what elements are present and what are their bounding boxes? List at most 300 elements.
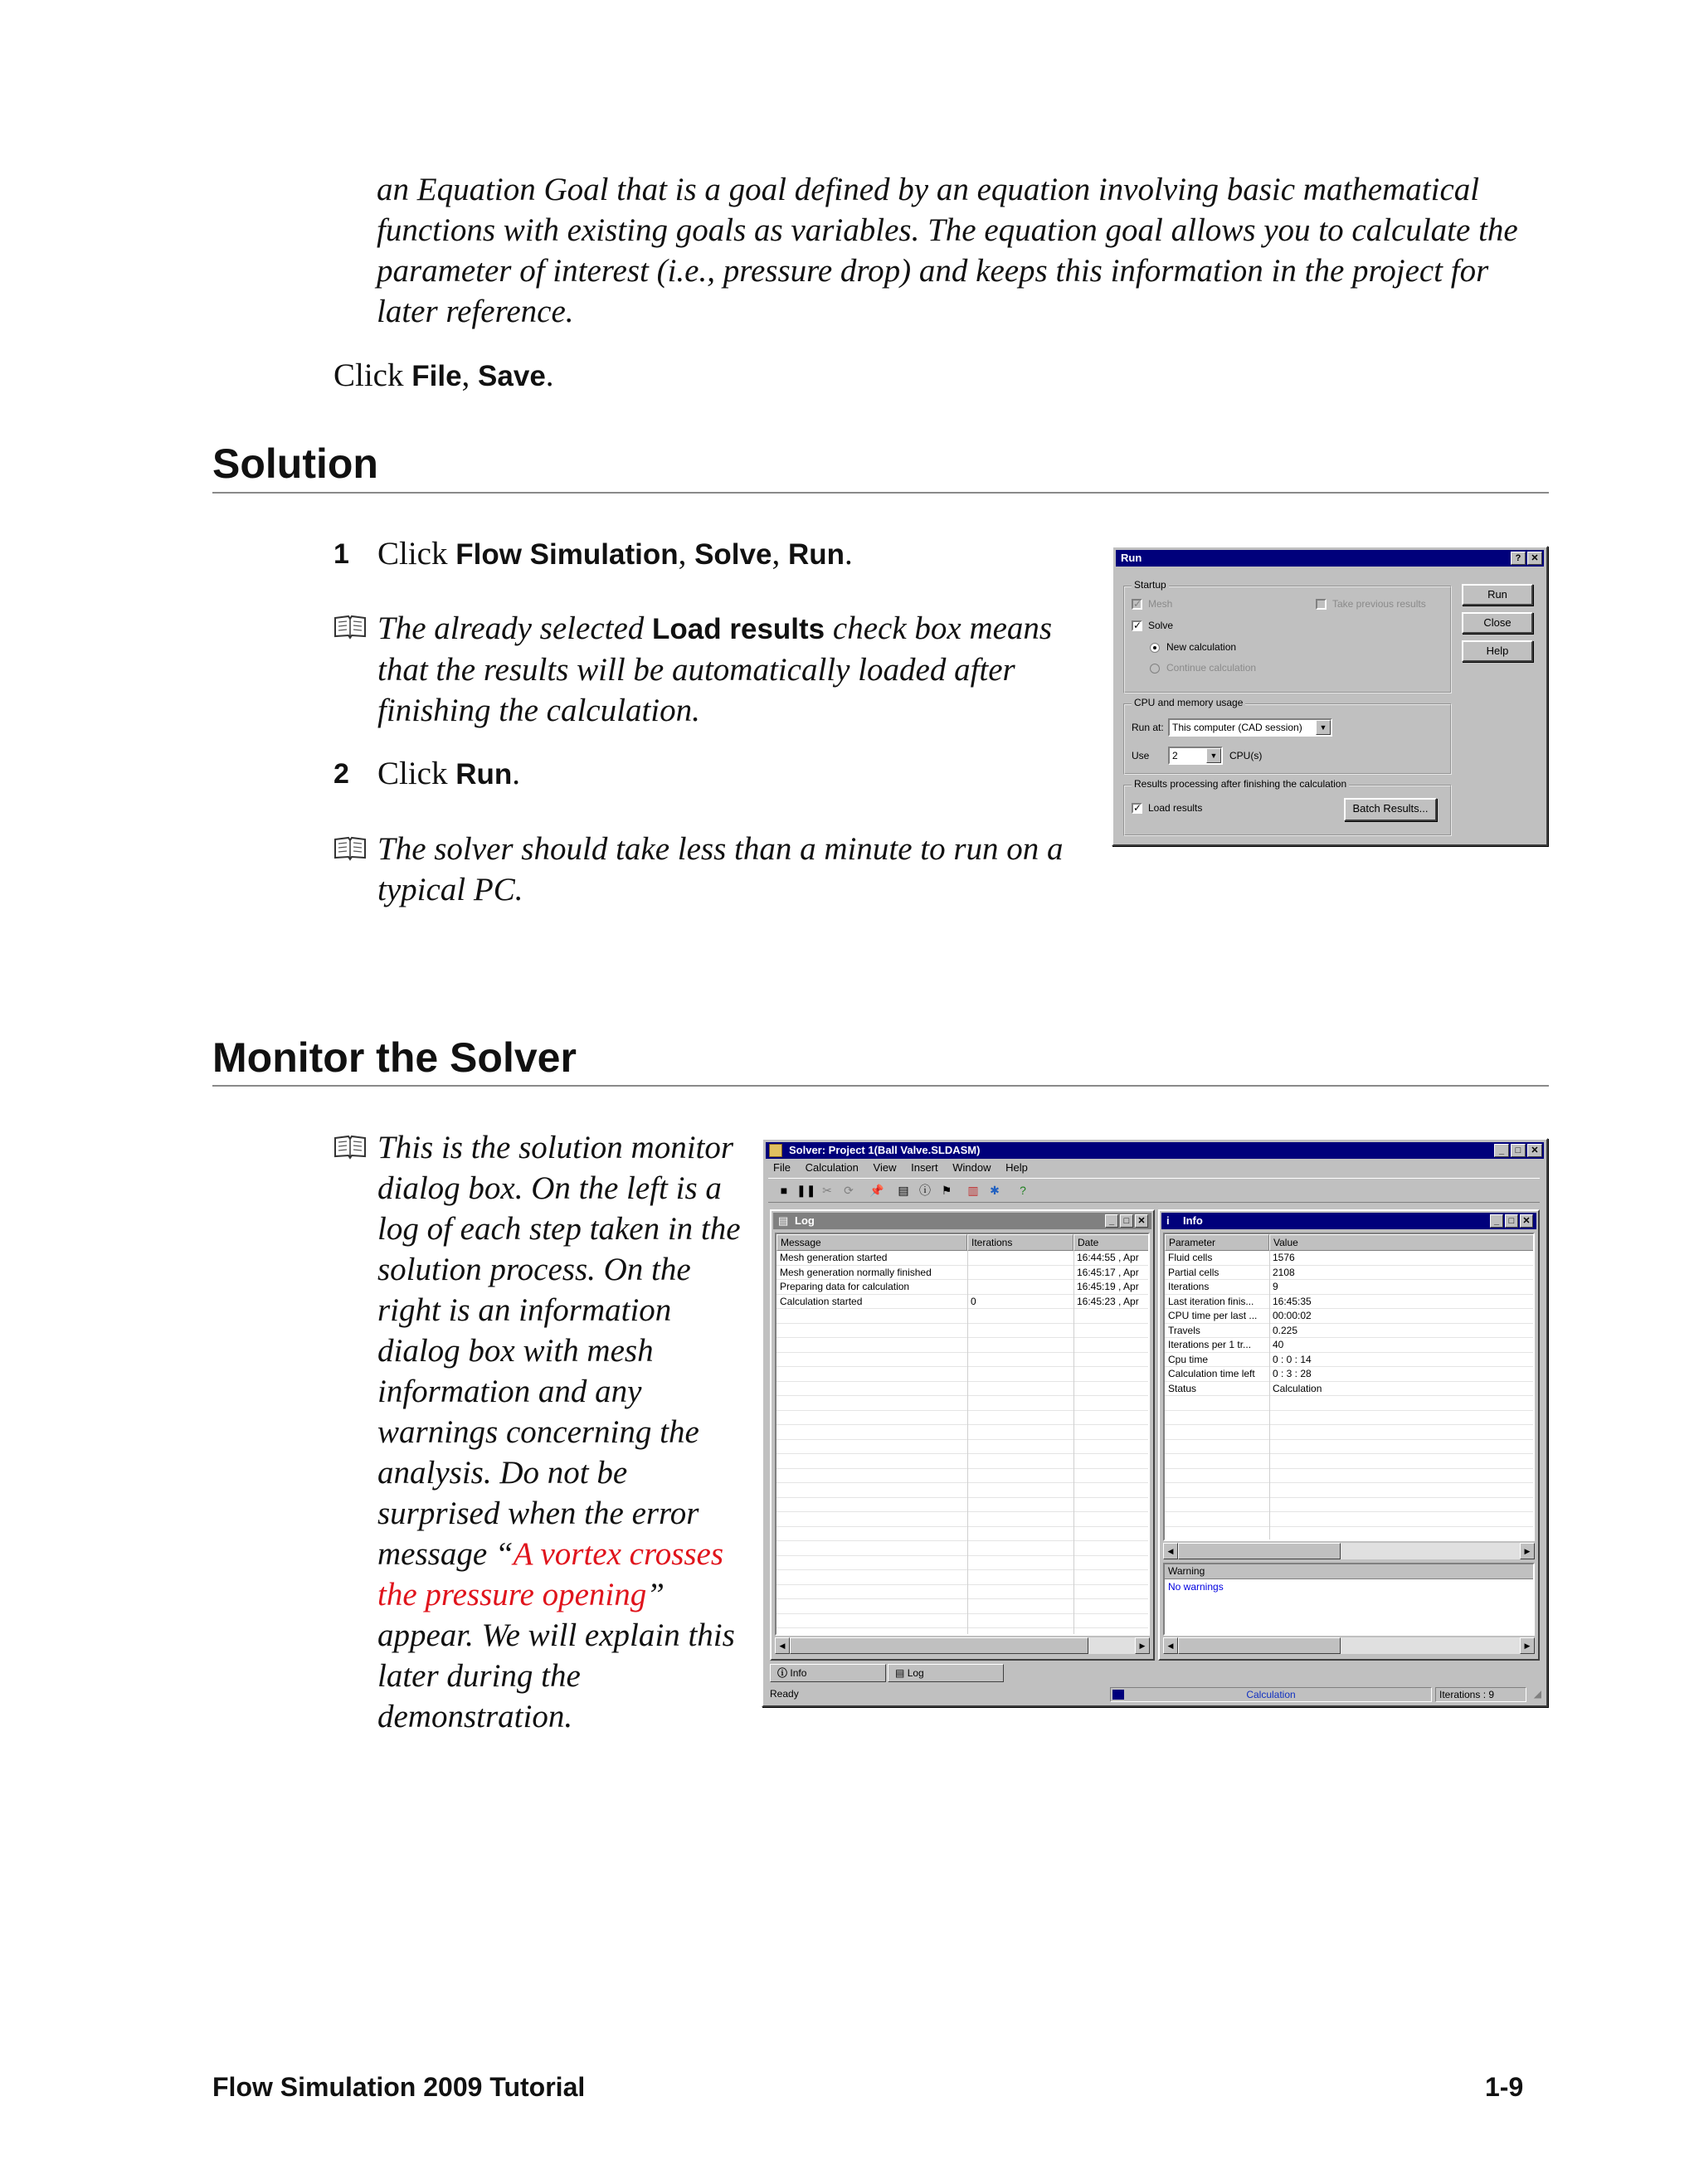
log-cell-date bbox=[1073, 1599, 1150, 1613]
log-row bbox=[776, 1353, 1148, 1368]
info-table bbox=[1163, 1233, 1535, 1541]
menu-bar bbox=[773, 1161, 1039, 1174]
menu-window[interactable]: Window bbox=[952, 1161, 991, 1174]
menu-file: File bbox=[411, 360, 462, 392]
info-cell-value bbox=[1269, 1483, 1535, 1497]
log-cell-date: 16:45:19 , Apr bbox=[1077, 1281, 1139, 1292]
info-cell-parameter bbox=[1165, 1512, 1269, 1526]
close-icon[interactable]: ✕ bbox=[1135, 1214, 1148, 1228]
warning-text: No warnings bbox=[1168, 1581, 1224, 1593]
log-cell-date bbox=[1073, 1556, 1150, 1570]
maximize-icon[interactable]: □ bbox=[1511, 1144, 1526, 1157]
step-2-number: 2 bbox=[333, 758, 349, 790]
log-cell-iterations bbox=[967, 1541, 1073, 1555]
cpus-label: CPU(s) bbox=[1229, 750, 1263, 761]
minimize-icon[interactable]: _ bbox=[1490, 1214, 1503, 1228]
info-cell-value: 00:00:02 bbox=[1273, 1310, 1312, 1321]
minimize-icon[interactable]: _ bbox=[1105, 1214, 1118, 1228]
log-row[interactable] bbox=[776, 1280, 1148, 1295]
run-dialog-title: Run bbox=[1121, 552, 1142, 564]
log-cell-date bbox=[1073, 1425, 1150, 1439]
column-header-value[interactable]: Value bbox=[1269, 1234, 1535, 1251]
continue-calculation-label: Continue calculation bbox=[1166, 662, 1257, 674]
info-cell-value bbox=[1269, 1425, 1535, 1439]
note-solver-time: The solver should take less than a minute to run on a typical PC. bbox=[377, 831, 1064, 907]
help-button[interactable]: Help bbox=[1462, 640, 1533, 662]
log-cell-iterations bbox=[967, 1425, 1073, 1439]
goals-flag-icon[interactable]: ⚑ bbox=[941, 1184, 952, 1197]
plot-icon[interactable]: ▥ bbox=[967, 1184, 979, 1197]
info-row bbox=[1165, 1483, 1533, 1498]
log-cell-iterations bbox=[967, 1469, 1073, 1483]
book-icon bbox=[333, 611, 367, 644]
info-icon[interactable]: ⓘ bbox=[919, 1184, 931, 1197]
log-cell-message bbox=[776, 1498, 967, 1512]
log-row bbox=[776, 1527, 1148, 1542]
log-cell-message bbox=[776, 1440, 967, 1454]
log-cell-date bbox=[1073, 1483, 1150, 1497]
info-cell-parameter: Calculation time left bbox=[1168, 1368, 1255, 1379]
log-cell-date bbox=[1073, 1396, 1150, 1410]
info-row[interactable] bbox=[1165, 1280, 1533, 1295]
info-cell-value bbox=[1269, 1411, 1535, 1425]
warning-horizontal-scrollbar[interactable] bbox=[1163, 1637, 1535, 1654]
preview-icon[interactable]: ✱ bbox=[990, 1184, 1000, 1197]
use-label: Use bbox=[1132, 750, 1150, 761]
log-cell-date bbox=[1073, 1570, 1150, 1584]
load-results-bold: Load results bbox=[652, 613, 825, 645]
log-row bbox=[776, 1367, 1148, 1382]
log-cell-message bbox=[776, 1338, 967, 1352]
log-cell-date: 16:44:55 , Apr bbox=[1077, 1252, 1139, 1263]
log-cell-date bbox=[1073, 1353, 1150, 1367]
info-row bbox=[1165, 1411, 1533, 1426]
monitor-note bbox=[377, 1127, 751, 1737]
monitor-heading: Monitor the Solver bbox=[212, 1034, 577, 1081]
info-panel-title: Info bbox=[1183, 1214, 1203, 1227]
menu-solve: Solve bbox=[694, 538, 772, 571]
info-row[interactable] bbox=[1165, 1295, 1533, 1310]
step-1-number: 1 bbox=[333, 538, 349, 570]
info-cell-value: 2108 bbox=[1273, 1266, 1295, 1278]
log-cell-date bbox=[1073, 1541, 1150, 1555]
warning-list bbox=[1163, 1563, 1535, 1636]
info-row bbox=[1165, 1454, 1533, 1469]
info-cell-parameter bbox=[1165, 1483, 1269, 1497]
info-cell-value: 1576 bbox=[1273, 1252, 1295, 1263]
log-cell-date bbox=[1073, 1367, 1150, 1381]
monitor-note-part2: ” appear. We will explain this later during the demonstration. bbox=[377, 1577, 735, 1734]
log-row[interactable] bbox=[776, 1295, 1148, 1310]
info-cell-parameter bbox=[1165, 1454, 1269, 1468]
cpu-count-select[interactable] bbox=[1168, 747, 1223, 765]
load-results-checkbox[interactable]: ✓ bbox=[1133, 802, 1142, 814]
log-cell-date bbox=[1073, 1324, 1150, 1338]
scroll-right-icon[interactable]: ▶ bbox=[1520, 1543, 1535, 1559]
log-cell-message: Calculation started bbox=[780, 1295, 863, 1307]
step-2-text: Click Run. bbox=[377, 756, 521, 791]
info-row[interactable] bbox=[1165, 1309, 1533, 1324]
startup-group bbox=[1123, 579, 1452, 693]
menu-save: Save bbox=[478, 360, 546, 392]
info-cell-parameter: Travels bbox=[1168, 1324, 1200, 1336]
log-cell-message bbox=[776, 1614, 967, 1628]
cpu-memory-group bbox=[1123, 697, 1452, 775]
status-iterations-box bbox=[1435, 1687, 1526, 1702]
column-divider bbox=[967, 1251, 968, 1634]
menu-help[interactable]: Help bbox=[1005, 1161, 1028, 1174]
vortex-error-message: A vortex crosses the pressure opening bbox=[377, 1536, 724, 1612]
mesh-checkbox[interactable]: ✓ bbox=[1133, 598, 1142, 610]
log-cell-iterations bbox=[967, 1309, 1073, 1323]
click-word: Click bbox=[377, 756, 448, 791]
log-cell-date bbox=[1073, 1614, 1150, 1628]
log-cell-iterations bbox=[967, 1527, 1073, 1541]
log-row bbox=[776, 1382, 1148, 1397]
close-button[interactable]: Close bbox=[1462, 612, 1533, 634]
solver-titlebar bbox=[766, 1142, 1544, 1159]
log-cell-date: 16:45:23 , Apr bbox=[1077, 1295, 1139, 1307]
log-cell-message bbox=[776, 1483, 967, 1497]
info-icon: ⓘ bbox=[777, 1667, 788, 1679]
results-group-label: Results processing after finishing the calculation bbox=[1132, 778, 1349, 790]
info-cell-parameter bbox=[1165, 1411, 1269, 1425]
info-row bbox=[1165, 1425, 1533, 1440]
note1-part1: The already selected bbox=[377, 610, 645, 646]
log-row bbox=[776, 1440, 1148, 1455]
chevron-down-icon[interactable]: ▼ bbox=[1316, 720, 1331, 735]
book-icon bbox=[333, 833, 367, 866]
note1-part2: check box means that the results will be automatically loaded after finishing the calculation. bbox=[377, 610, 1053, 728]
menu-file[interactable]: File bbox=[773, 1161, 791, 1174]
log-cell-message bbox=[776, 1353, 967, 1367]
log-cell-date bbox=[1073, 1527, 1150, 1541]
log-panel-title: Log bbox=[795, 1214, 815, 1227]
log-cell-iterations bbox=[967, 1353, 1073, 1367]
solver-window bbox=[762, 1138, 1548, 1707]
info-row[interactable] bbox=[1165, 1353, 1533, 1368]
log-cell-iterations bbox=[967, 1599, 1073, 1613]
period: . bbox=[545, 358, 554, 393]
info-row bbox=[1165, 1469, 1533, 1484]
column-header-date[interactable]: Date bbox=[1073, 1234, 1150, 1251]
info-cell-parameter bbox=[1165, 1469, 1269, 1483]
log-icon: ▤ bbox=[895, 1667, 905, 1679]
log-row bbox=[776, 1585, 1148, 1600]
log-row bbox=[776, 1338, 1148, 1353]
log-cell-iterations bbox=[967, 1585, 1073, 1599]
take-previous-label: Take previous results bbox=[1332, 598, 1426, 610]
info-row bbox=[1165, 1512, 1533, 1527]
run-at-select[interactable] bbox=[1168, 718, 1332, 737]
load-results-label: Load results bbox=[1148, 802, 1203, 814]
log-row[interactable] bbox=[776, 1266, 1148, 1281]
log-panel bbox=[770, 1209, 1155, 1661]
log-cell-message bbox=[776, 1382, 967, 1396]
menu-insert[interactable]: Insert bbox=[911, 1161, 938, 1174]
log-row[interactable] bbox=[776, 1251, 1148, 1266]
run-button[interactable]: Run bbox=[1462, 584, 1533, 606]
log-cell-iterations bbox=[967, 1396, 1073, 1410]
mesh-label: Mesh bbox=[1148, 598, 1173, 610]
log-row bbox=[776, 1454, 1148, 1469]
status-iterations: Iterations : 9 bbox=[1439, 1689, 1495, 1700]
info-cell-parameter: Iterations per 1 tr... bbox=[1168, 1339, 1252, 1350]
info-cell-value: 16:45:35 bbox=[1273, 1295, 1312, 1307]
info-cell-parameter bbox=[1165, 1440, 1269, 1454]
info-cell-value: 0.225 bbox=[1273, 1324, 1298, 1336]
log-cell-date bbox=[1073, 1440, 1150, 1454]
results-processing-group bbox=[1123, 778, 1452, 836]
info-cell-parameter: Fluid cells bbox=[1168, 1252, 1213, 1263]
startup-label: Startup bbox=[1132, 579, 1169, 591]
info-cell-parameter: Status bbox=[1168, 1382, 1197, 1394]
log-row bbox=[776, 1614, 1148, 1629]
button-run-ref: Run bbox=[455, 758, 513, 790]
menu-flow-simulation: Flow Simulation bbox=[455, 538, 679, 571]
info-row bbox=[1165, 1527, 1533, 1542]
info-cell-value: 0 : 3 : 28 bbox=[1273, 1368, 1312, 1379]
scroll-thumb[interactable] bbox=[1178, 1637, 1341, 1654]
info-cell-value: 9 bbox=[1273, 1281, 1278, 1292]
minimize-icon[interactable]: _ bbox=[1494, 1144, 1509, 1157]
solve-checkbox[interactable]: ✓ bbox=[1133, 620, 1142, 631]
solve-label: Solve bbox=[1148, 620, 1174, 631]
log-horizontal-scrollbar[interactable] bbox=[775, 1637, 1150, 1654]
log-cell-message bbox=[776, 1599, 967, 1613]
log-icon[interactable]: ▤ bbox=[898, 1184, 909, 1197]
log-cell-date bbox=[1073, 1469, 1150, 1483]
tab-log[interactable] bbox=[888, 1664, 1004, 1682]
log-row bbox=[776, 1498, 1148, 1513]
log-row bbox=[776, 1541, 1148, 1556]
log-cell-iterations bbox=[967, 1556, 1073, 1570]
log-row bbox=[776, 1556, 1148, 1571]
scroll-thumb[interactable] bbox=[790, 1637, 1088, 1654]
batch-results-button[interactable]: Batch Results... bbox=[1344, 798, 1437, 821]
info-row[interactable] bbox=[1165, 1338, 1533, 1353]
log-row bbox=[776, 1512, 1148, 1527]
stop-icon[interactable]: ■ bbox=[780, 1184, 788, 1197]
log-cell-message bbox=[776, 1411, 967, 1425]
log-cell-iterations bbox=[967, 1382, 1073, 1396]
tab-info-label: Info bbox=[790, 1667, 807, 1679]
log-cell-iterations bbox=[967, 1367, 1073, 1381]
footer-title: Flow Simulation 2009 Tutorial bbox=[212, 2072, 586, 2102]
log-row bbox=[776, 1396, 1148, 1411]
info-cell-value bbox=[1269, 1498, 1535, 1512]
info-horizontal-scrollbar[interactable] bbox=[1163, 1543, 1535, 1559]
panel-tabs bbox=[770, 1664, 1541, 1684]
tab-info[interactable] bbox=[770, 1664, 886, 1682]
log-cell-message bbox=[776, 1324, 967, 1338]
info-row[interactable] bbox=[1165, 1367, 1533, 1382]
log-row bbox=[776, 1425, 1148, 1440]
log-cell-message bbox=[776, 1512, 967, 1526]
tab-log-label: Log bbox=[907, 1667, 924, 1679]
help-icon[interactable]: ? bbox=[1511, 552, 1526, 565]
scroll-left-icon[interactable]: ◀ bbox=[775, 1637, 790, 1654]
log-cell-message bbox=[776, 1541, 967, 1555]
info-cell-value bbox=[1269, 1454, 1535, 1468]
menu-calculation[interactable]: Calculation bbox=[805, 1161, 859, 1174]
continue-calculation-radio[interactable] bbox=[1150, 664, 1160, 674]
log-cell-message: Mesh generation normally finished bbox=[780, 1266, 932, 1278]
log-cell-message: Preparing data for calculation bbox=[780, 1281, 910, 1292]
status-calculation: Calculation bbox=[1246, 1689, 1296, 1700]
monitor-note-part1: This is the solution monitor dialog box. On the left is a log of each step taken in the solution process. On the right is an information dialog box with mesh information and any warnings concerning the analysis. Do not be surprised when the error message “ bbox=[377, 1130, 741, 1572]
run-at-label: Run at: bbox=[1132, 722, 1164, 733]
log-cell-message bbox=[776, 1309, 967, 1323]
solver-app-icon bbox=[769, 1144, 782, 1157]
info-cell-value bbox=[1269, 1440, 1535, 1454]
info-cell-parameter: CPU time per last ... bbox=[1168, 1310, 1258, 1321]
info-row[interactable] bbox=[1165, 1324, 1533, 1339]
log-row bbox=[776, 1324, 1148, 1339]
log-cell-message bbox=[776, 1396, 967, 1410]
column-divider bbox=[1269, 1251, 1270, 1540]
log-row bbox=[776, 1411, 1148, 1426]
run-at-value: This computer (CAD session) bbox=[1172, 722, 1302, 733]
pin-icon[interactable]: 📌 bbox=[869, 1184, 884, 1197]
log-cell-message bbox=[776, 1585, 967, 1599]
log-cell-iterations bbox=[967, 1454, 1073, 1468]
log-cell-iterations bbox=[967, 1498, 1073, 1512]
log-cell-iterations bbox=[967, 1411, 1073, 1425]
log-cell-iterations bbox=[967, 1440, 1073, 1454]
info-cell-value: 40 bbox=[1273, 1339, 1284, 1350]
info-cell-parameter bbox=[1165, 1425, 1269, 1439]
info-cell-parameter bbox=[1165, 1396, 1269, 1410]
pause-icon[interactable]: ❚❚ bbox=[796, 1184, 816, 1197]
scroll-thumb[interactable] bbox=[1178, 1543, 1341, 1559]
log-cell-date bbox=[1073, 1498, 1150, 1512]
note-load-results bbox=[377, 608, 1099, 731]
log-cell-message bbox=[776, 1570, 967, 1584]
info-cell-parameter bbox=[1165, 1527, 1269, 1541]
click-word: Click bbox=[333, 358, 404, 393]
log-cell-iterations bbox=[967, 1251, 1073, 1265]
log-cell-iterations bbox=[967, 1266, 1073, 1280]
solver-title: Solver: Project 1(Ball Valve.SLDASM) bbox=[789, 1144, 981, 1156]
info-panel-titlebar bbox=[1161, 1213, 1536, 1229]
log-table-header bbox=[776, 1234, 1148, 1251]
cpu-group-label: CPU and memory usage bbox=[1132, 697, 1245, 708]
refresh-icon[interactable]: ⟳ bbox=[844, 1184, 854, 1197]
comma: , bbox=[461, 358, 470, 393]
solution-heading: Solution bbox=[212, 440, 378, 487]
maximize-icon[interactable]: □ bbox=[1505, 1214, 1518, 1228]
wrench-icon[interactable]: ✂ bbox=[822, 1184, 832, 1197]
log-cell-date: 16:45:17 , Apr bbox=[1077, 1266, 1139, 1278]
log-cell-date bbox=[1073, 1309, 1150, 1323]
status-progress bbox=[1110, 1687, 1432, 1702]
log-cell-date bbox=[1073, 1512, 1150, 1526]
log-row bbox=[776, 1570, 1148, 1585]
info-cell-value bbox=[1269, 1512, 1535, 1526]
info-icon: i bbox=[1166, 1214, 1170, 1227]
close-icon[interactable]: ✕ bbox=[1527, 552, 1542, 565]
resize-grip-icon[interactable]: ◢ bbox=[1533, 1688, 1541, 1700]
log-cell-iterations bbox=[967, 1614, 1073, 1628]
toolbar bbox=[768, 1178, 1540, 1203]
info-cell-value bbox=[1269, 1396, 1535, 1410]
menu-run: Run bbox=[787, 538, 845, 571]
column-header-iterations[interactable]: Iterations bbox=[967, 1234, 1073, 1251]
info-cell-parameter: Cpu time bbox=[1168, 1353, 1209, 1365]
whats-this-icon[interactable]: ? bbox=[1020, 1184, 1026, 1197]
info-row bbox=[1165, 1396, 1533, 1411]
close-icon[interactable]: ✕ bbox=[1527, 1144, 1542, 1157]
log-cell-date bbox=[1073, 1454, 1150, 1468]
book-icon bbox=[333, 1131, 367, 1165]
info-panel bbox=[1158, 1209, 1540, 1661]
info-row bbox=[1165, 1440, 1533, 1455]
column-header-message[interactable]: Message bbox=[776, 1234, 967, 1251]
run-dialog-titlebar bbox=[1116, 550, 1544, 567]
log-table bbox=[775, 1233, 1150, 1636]
info-cell-parameter: Partial cells bbox=[1168, 1266, 1219, 1278]
scroll-right-icon[interactable]: ▶ bbox=[1520, 1637, 1535, 1654]
new-calculation-radio[interactable] bbox=[1150, 643, 1160, 653]
log-cell-date bbox=[1073, 1338, 1150, 1352]
take-previous-checkbox[interactable] bbox=[1316, 599, 1327, 610]
log-cell-message bbox=[776, 1454, 967, 1468]
log-cell-iterations: 0 bbox=[971, 1295, 976, 1307]
step-1-text: Click Flow Simulation, Solve, Run. bbox=[377, 536, 853, 572]
info-cell-value bbox=[1269, 1469, 1535, 1483]
column-header-parameter[interactable]: Parameter bbox=[1165, 1234, 1269, 1251]
status-ready: Ready bbox=[770, 1688, 799, 1700]
log-cell-iterations bbox=[967, 1570, 1073, 1584]
log-cell-message: Mesh generation started bbox=[780, 1252, 888, 1263]
log-cell-message bbox=[776, 1469, 967, 1483]
status-bar bbox=[767, 1685, 1543, 1704]
warning-header[interactable]: Warning bbox=[1165, 1564, 1533, 1579]
info-row[interactable] bbox=[1165, 1382, 1533, 1397]
log-cell-iterations bbox=[967, 1324, 1073, 1338]
intro-paragraph: an Equation Goal that is a goal defined by an equation involving basic mathematical functions with existing goals as variables. The equation goal allows you to calculate the parameter of interest (i.e., pressure drop) and keeps this information in the project for later reference. bbox=[377, 172, 1518, 329]
log-cell-iterations bbox=[967, 1338, 1073, 1352]
click-file-save bbox=[333, 355, 554, 396]
log-cell-message bbox=[776, 1367, 967, 1381]
log-row bbox=[776, 1483, 1148, 1498]
solution-rule bbox=[212, 492, 1549, 494]
scroll-left-icon[interactable]: ◀ bbox=[1163, 1543, 1178, 1559]
log-cell-iterations bbox=[967, 1483, 1073, 1497]
column-divider bbox=[1073, 1251, 1074, 1634]
log-cell-date bbox=[1073, 1411, 1150, 1425]
footer-page-number: 1-9 bbox=[1485, 2072, 1524, 2102]
run-dialog bbox=[1112, 546, 1548, 846]
scroll-left-icon[interactable]: ◀ bbox=[1163, 1637, 1178, 1654]
maximize-icon[interactable]: □ bbox=[1120, 1214, 1133, 1228]
log-row bbox=[776, 1599, 1148, 1614]
menu-view[interactable]: View bbox=[873, 1161, 897, 1174]
close-icon[interactable]: ✕ bbox=[1520, 1214, 1533, 1228]
chevron-down-icon[interactable]: ▼ bbox=[1206, 748, 1221, 763]
log-cell-iterations bbox=[967, 1512, 1073, 1526]
info-row[interactable] bbox=[1165, 1251, 1533, 1266]
info-cell-value: 0 : 0 : 14 bbox=[1273, 1353, 1312, 1365]
log-cell-date bbox=[1073, 1585, 1150, 1599]
info-cell-parameter: Last iteration finis... bbox=[1168, 1295, 1254, 1307]
log-cell-date bbox=[1073, 1382, 1150, 1396]
info-row[interactable] bbox=[1165, 1266, 1533, 1281]
log-cell-message bbox=[776, 1556, 967, 1570]
new-calculation-label: New calculation bbox=[1166, 641, 1237, 653]
scroll-right-icon[interactable]: ▶ bbox=[1135, 1637, 1150, 1654]
